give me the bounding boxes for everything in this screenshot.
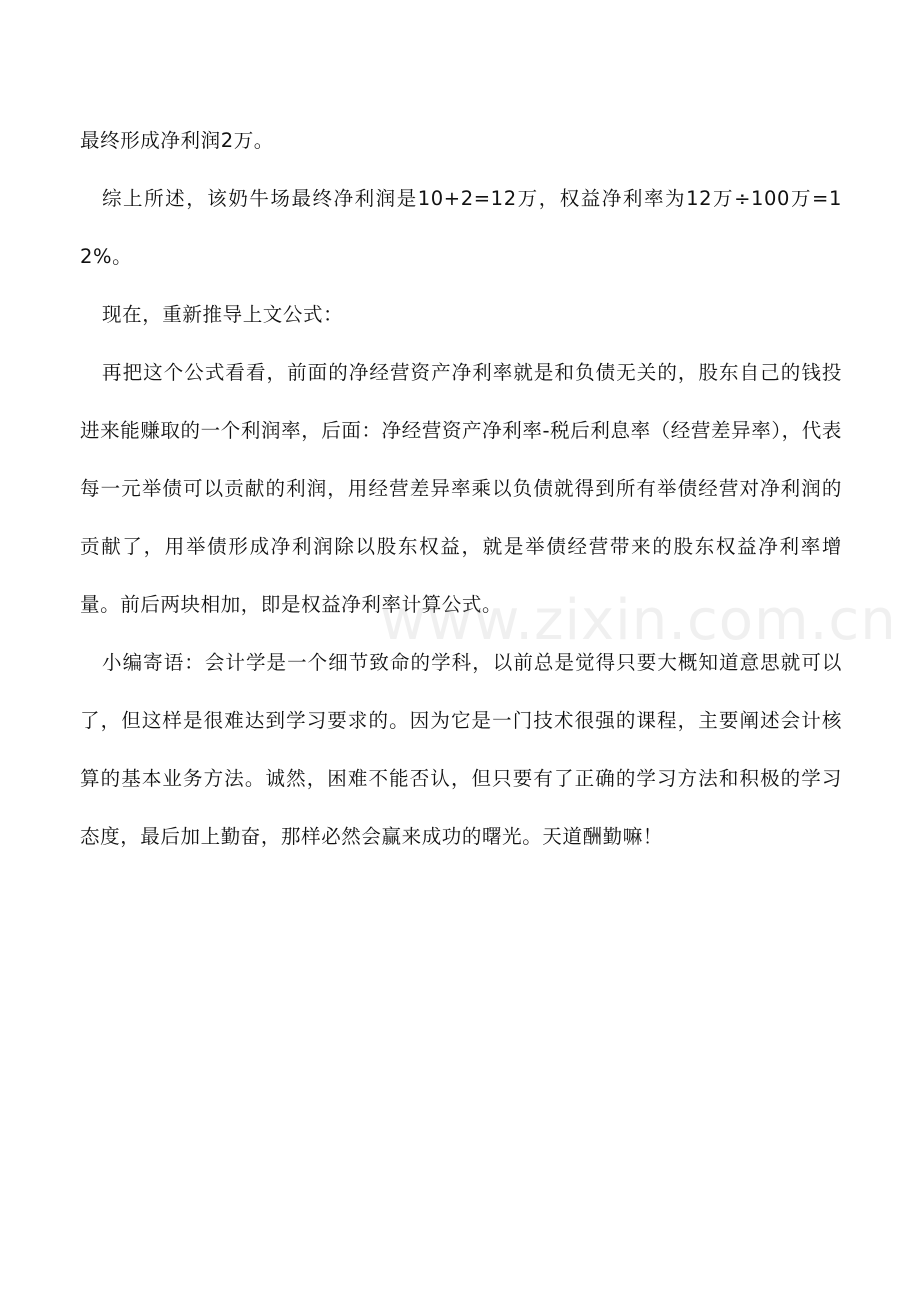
paragraph-continuation: 最终形成净利润2万。 <box>80 129 274 152</box>
document-body <box>80 112 842 866</box>
paragraph-editor-note: 小编寄语：会计学是一个细节致命的学科，以前总是觉得只要大概知道意思就可以了，但这样是很难达到学习要求的。因为它是一门技术很强的课程，主要阐述会计核算的基本业务方法。诚然，困难不能否认，但只要有了正确的学习方法和积极的学习态度，最后加上勤奋，那样必然会赢来成功的曙光。天道酬勤嘛！ <box>80 651 842 848</box>
paragraph-summary: 综上所述，该奶牛场最终净利润是10+2=12万，权益净利率为12万÷100万=12%。 <box>80 187 842 268</box>
paragraph-rederive-intro: 现在，重新推导上文公式： <box>102 303 344 326</box>
paragraph-formula-explanation: 再把这个公式看看，前面的净经营资产净利率就是和负债无关的，股东自己的钱投进来能赚取的一个利润率，后面：净经营资产净利率-税后利息率（经营差异率），代表每一元举债可以贡献的利润，用经营差异率乘以负债就得到所有举债经营对净利润的贡献了，用举债形成净利润除以股东权益，就是举债经营带来的股东权益净利率增量。前后两块相加，即是权益净利率计算公式。 <box>80 361 842 616</box>
site-watermark: www.zixin.com.cn <box>380 588 897 653</box>
